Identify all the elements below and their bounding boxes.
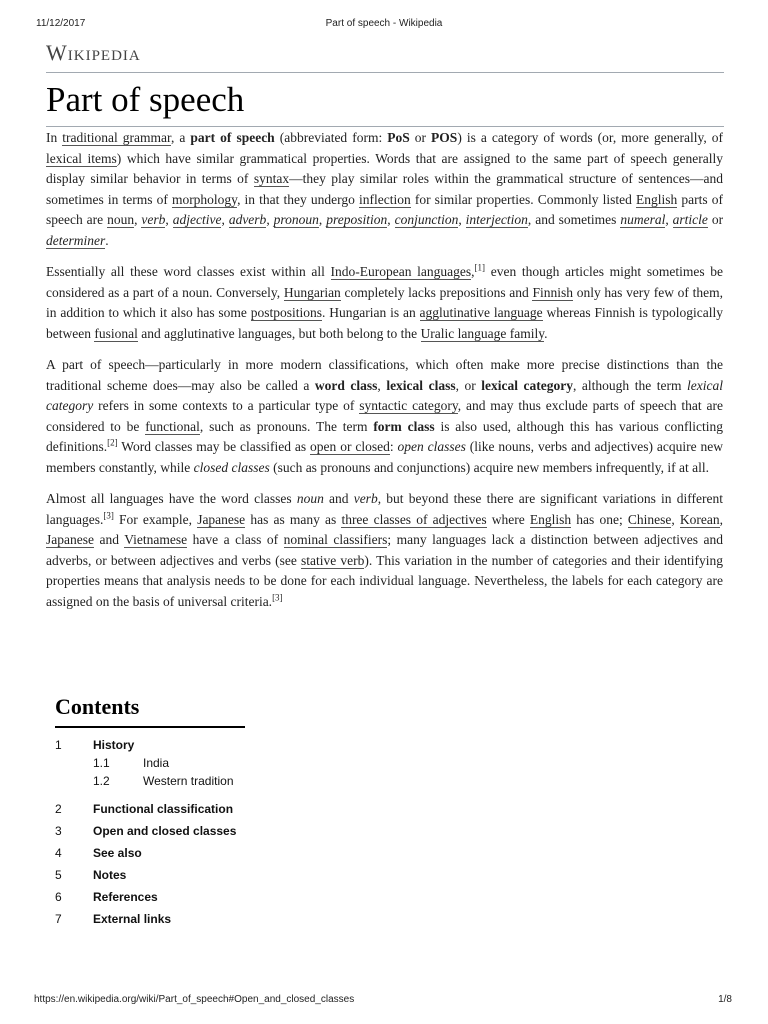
toc-label[interactable]: Functional classification [93,802,234,816]
toc-title: Contents [55,694,245,728]
wikipedia-logo[interactable]: Wikipedia [46,40,141,65]
toc-item-references[interactable] [55,886,245,908]
link-english-2[interactable]: English [529,511,572,527]
toc-number: 6 [55,890,62,904]
page-title: Part of speech [46,80,245,119]
link-noun[interactable]: noun [107,212,135,228]
link-syntactic-category[interactable]: syntactic category [359,398,458,414]
link-english[interactable]: English [636,191,678,207]
citation-2[interactable]: [2] [107,437,118,448]
toc-item-open-and-closed-classes[interactable] [55,820,245,842]
link-open-or-closed[interactable]: open or closed [310,439,390,455]
link-conjunction[interactable]: conjunction [394,212,459,228]
link-postpositions[interactable]: postpositions [250,305,323,321]
toc-label[interactable]: India [143,756,170,770]
toc-item-functional-classification[interactable] [55,798,245,820]
toc-number: 5 [55,868,62,882]
link-fusional[interactable]: fusional [94,325,138,341]
toc-item-external-links[interactable] [55,908,245,930]
link-stative-verb[interactable]: stative verb [300,552,365,568]
link-hungarian[interactable]: Hungarian [283,284,341,300]
link-lexical-items[interactable]: lexical items [46,150,117,166]
term-lexical-category: lexical category [481,377,574,393]
link-determiner[interactable]: determiner [46,232,106,248]
paragraph-variation: Almost all languages have the word classes noun and verb, but beyond these there are significant variations in different languages.[3] For example, Japanese has as many as three classes of adjectives where English has one; Chinese, Korean, Japanese and Vietnamese have a class of nominal classifiers; many languages lack a distinction between adjectives and adverbs, or between adjectives and verbs (see stative verb). This variation in the number of categories and their identifying properties means that analysis needs to be done for each individual language. Nevertheless, the labels for each category are assigned on the basis of universal criteria.[3] [46,491,724,609]
link-nominal-classifiers[interactable]: nominal classifiers [283,532,388,548]
page-number: 1/8 [718,994,732,1005]
link-inflection[interactable]: inflection [358,191,411,207]
link-finnish[interactable]: Finnish [532,284,573,300]
print-footer [0,992,768,1012]
print-url: https://en.wikipedia.org/wiki/Part_of_speech#Open_and_closed_classes [34,994,355,1005]
link-indo-european-languages[interactable]: Indo-European languages [330,264,472,280]
toc-number: 1.2 [93,774,110,788]
print-page-title: Part of speech - Wikipedia [325,18,443,29]
term-lexical-category-italic: lexical category [46,377,723,414]
toc-number: 1 [55,738,62,752]
link-interjection[interactable]: interjection [465,212,528,228]
toc-label[interactable]: History [93,738,135,752]
link-article[interactable]: article [672,212,708,228]
toc-number: 4 [55,846,62,860]
link-japanese-2[interactable]: Japanese [46,532,94,548]
term-verb: verb [353,491,378,506]
link-traditional-grammar[interactable]: traditional grammar [62,130,171,145]
toc-label[interactable]: Open and closed classes [93,824,237,838]
title-divider [46,126,724,127]
toc-number: 7 [55,912,62,926]
toc-label[interactable]: See also [93,846,142,860]
link-adverb[interactable]: adverb [228,212,267,228]
term-word-class: word class [314,377,378,393]
toc-label[interactable]: References [93,890,158,904]
link-vietnamese[interactable]: Vietnamese [124,532,188,548]
toc-label[interactable]: Western tradition [143,774,234,788]
print-header [0,0,768,29]
toc-number: 2 [55,802,62,816]
link-japanese[interactable]: Japanese [197,511,246,527]
term-part-of-speech: part of speech [190,130,275,145]
term-closed-classes: closed classes [193,459,270,475]
toc-item-history[interactable] [55,734,245,756]
table-of-contents [55,694,245,930]
toc-number: 1.1 [93,756,110,770]
link-pronoun[interactable]: pronoun [273,212,319,228]
citation-3b[interactable]: [3] [272,592,283,603]
term-pos-2: POS [431,130,458,145]
link-adjective[interactable]: adjective [172,212,222,228]
citation-3a[interactable]: [3] [103,510,114,521]
paragraph-indo-european: Essentially all these word classes exist within all Indo-European languages,[1] even though articles might sometimes be considered as a part of a noun. Conversely, Hungarian completely lacks prepositions and Finnish only has very few of them, in addition to which it also has some postpositions. Hungarian is an agglutinative language whereas Finnish is typologically between fusional and agglutinative languages, but both belong to the Uralic language family. [46,262,724,341]
link-preposition[interactable]: preposition [326,212,388,228]
term-noun: noun [296,491,324,506]
link-korean[interactable]: Korean [679,511,720,527]
link-syntax[interactable]: syntax [253,171,290,187]
paragraph-intro: In traditional grammar, a part of speech (abbreviated form: PoS or POS) is a category of words (or, more generally, of lexical items) which have similar grammatical properties. Words that are assigned to the same part of speech generally display similar behavior in terms of syntax—they play similar roles within the grammatical structure of sentences—and sometimes in terms of morphology, in that they undergo inflection for similar properties. Commonly listed English parts of speech are noun, verb, adjective, adverb, pronoun, preposition, conjunction, interjection, and sometimes numeral, article or determiner. [46,130,724,248]
paragraph-word-class: A part of speech—particularly in more modern classifications, which often make more precise distinctions than the traditional scheme does—may also be called a word class, lexical class, or lexical category, although the term lexical category refers in some contexts to a particular type of syntactic category, and may thus exclude parts of speech that are considered to be functional, such as pronouns. The term form class is also used, although this has various conflicting definitions.[2] Word classes may be classified as open or closed: open classes (like nouns, verbs and adjectives) acquire new members constantly, while closed classes (such as pronouns and conjunctions) acquire new members infrequently, if at all. [46,356,724,475]
term-pos-1: PoS [387,130,410,145]
logo-divider [46,72,724,73]
article-body [46,128,723,623]
toc-item-india[interactable] [55,756,245,774]
link-agglutinative-language[interactable]: agglutinative language [419,305,543,321]
link-functional[interactable]: functional [145,418,200,434]
link-three-classes-of-adjectives[interactable]: three classes of adjectives [341,511,487,527]
toc-item-see-also[interactable] [55,842,245,864]
link-verb[interactable]: verb [141,212,166,228]
citation-1[interactable]: [1] [474,262,486,273]
term-open-classes: open classes [397,439,466,455]
toc-item-notes[interactable] [55,864,245,886]
link-chinese[interactable]: Chinese [627,511,672,527]
toc-label[interactable]: Notes [93,868,127,882]
term-form-class: form class [373,418,435,434]
print-date: 11/12/2017 [36,18,86,29]
toc-label[interactable]: External links [93,912,172,926]
link-numeral[interactable]: numeral [620,212,666,228]
term-lexical-class: lexical class [386,377,456,393]
link-uralic-language-family[interactable]: Uralic language family [420,325,545,341]
link-morphology[interactable]: morphology [171,191,238,207]
toc-item-western-tradition[interactable] [55,774,245,792]
toc-number: 3 [55,824,62,838]
